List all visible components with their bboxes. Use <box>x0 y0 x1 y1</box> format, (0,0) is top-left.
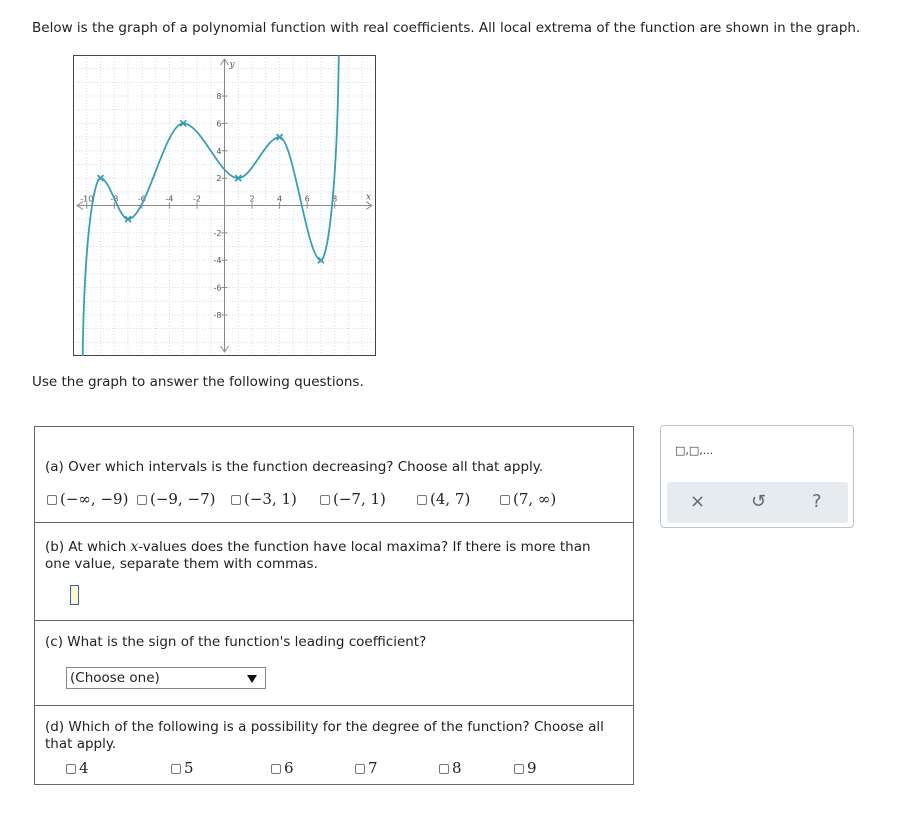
y-axis-label: y <box>229 60 235 70</box>
x-tick-label: 6 <box>304 194 310 204</box>
part-c <box>35 620 633 705</box>
checkbox[interactable] <box>47 495 57 505</box>
checkbox[interactable] <box>271 764 281 774</box>
part-d-question: (d) Which of the following is a possibility for the degree of the function? Choose all that apply. <box>45 719 604 752</box>
option-d-6[interactable]: 9 <box>514 759 537 777</box>
maxima-answer-input[interactable] <box>70 585 79 605</box>
x-tick-label: 2 <box>249 194 255 204</box>
x-tick-label: -4 <box>165 194 174 204</box>
part-b-question: (b) At which x-values does the function have local maxima? If there is more than one value, separate them with commas. <box>45 539 591 572</box>
y-tick-label: -8 <box>213 310 222 320</box>
option-a-3[interactable]: (−3, 1) <box>231 490 297 508</box>
checkbox[interactable] <box>66 764 76 774</box>
checkbox[interactable] <box>355 764 365 774</box>
y-tick-label: -2 <box>213 228 222 238</box>
y-tick-label: 8 <box>216 92 222 102</box>
checkbox[interactable] <box>417 495 427 505</box>
y-tick-label: 2 <box>216 174 222 184</box>
x-axis-label: x <box>366 192 372 203</box>
option-d-4[interactable]: 7 <box>355 759 378 777</box>
option-a-4[interactable]: (−7, 1) <box>320 490 386 508</box>
option-d-1[interactable]: 4 <box>66 759 89 777</box>
x-tick-label: 8 <box>332 194 338 204</box>
option-a-2[interactable]: (−9, −7) <box>137 490 215 508</box>
part-c-question: (c) What is the sign of the function's leading coefficient? <box>45 634 427 650</box>
part-a <box>35 427 633 522</box>
clear-icon[interactable]: × <box>690 491 706 512</box>
y-tick-label: 4 <box>216 146 222 156</box>
option-a-1[interactable]: (−∞, −9) <box>47 490 128 508</box>
undo-icon[interactable]: ↺ <box>751 491 767 512</box>
option-d-3[interactable]: 6 <box>271 759 294 777</box>
help-icon[interactable]: ? <box>812 491 822 512</box>
tools-action-bar <box>667 482 848 523</box>
y-tick-label: -4 <box>213 256 222 266</box>
intro-text: Below is the graph of a polynomial function with real coefficients. All local extrema of the function are shown in the graph. <box>32 20 861 36</box>
checkbox[interactable] <box>231 495 241 505</box>
part-d <box>35 705 633 785</box>
option-d-2[interactable]: 5 <box>171 759 194 777</box>
x-tick-label: -8 <box>110 194 119 204</box>
x-tick-label: 4 <box>277 194 283 204</box>
checkbox[interactable] <box>320 495 330 505</box>
checkbox[interactable] <box>439 764 449 774</box>
math-tools-panel <box>660 425 854 528</box>
checkbox[interactable] <box>500 495 510 505</box>
checkbox[interactable] <box>171 764 181 774</box>
checkbox[interactable] <box>137 495 147 505</box>
option-a-5[interactable]: (4, 7) <box>417 490 470 508</box>
part-b <box>35 522 633 620</box>
y-tick-label: -6 <box>213 283 222 293</box>
question-box <box>34 426 634 785</box>
graph-svg <box>73 55 376 356</box>
dropdown-arrow-icon <box>247 675 257 683</box>
x-tick-label: -6 <box>137 194 146 204</box>
x-tick-label: -2 <box>192 194 201 204</box>
option-d-5[interactable]: 8 <box>439 759 462 777</box>
part-a-question: (a) Over which intervals is the function decreasing? Choose all that apply. <box>45 459 544 475</box>
x-tick-label: -10 <box>80 194 94 204</box>
leading-coefficient-select[interactable]: (Choose one) <box>66 667 266 689</box>
interval-list-tool-icon[interactable]: □,□,... <box>675 444 714 457</box>
checkbox[interactable] <box>514 764 524 774</box>
y-tick-label: 6 <box>216 119 222 129</box>
instructions-text: Use the graph to answer the following questions. <box>32 374 364 390</box>
option-a-6[interactable]: (7, ∞) <box>500 490 556 508</box>
polynomial-graph <box>73 55 376 356</box>
